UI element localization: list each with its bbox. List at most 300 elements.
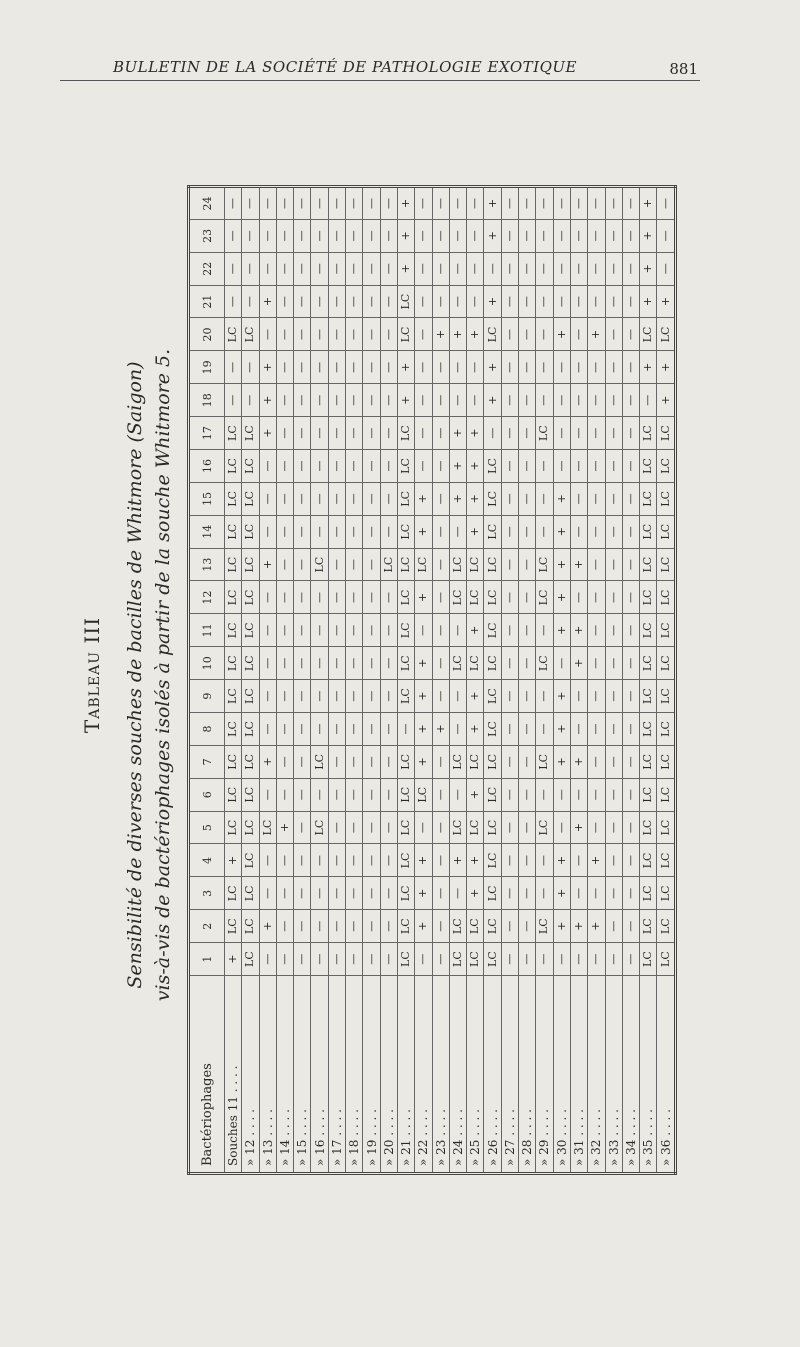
- table-cell: —: [519, 285, 536, 318]
- table-cell: —: [328, 943, 345, 976]
- table-cell: —: [536, 318, 553, 351]
- table-cell: —: [605, 351, 622, 384]
- table-cell: —: [363, 351, 380, 384]
- table-cell: —: [346, 647, 363, 680]
- table-cell: LC: [225, 647, 242, 680]
- table-cell: —: [311, 877, 328, 910]
- row-label: » 16 . . . .: [311, 976, 328, 1174]
- table-cell: —: [311, 778, 328, 811]
- table-cell: —: [415, 811, 432, 844]
- table-cell: +: [640, 351, 657, 384]
- table-cell: —: [363, 219, 380, 252]
- table-cell: LC: [640, 482, 657, 515]
- table-cell: LC: [242, 745, 259, 778]
- table-cell: —: [363, 943, 380, 976]
- table-cell: —: [363, 844, 380, 877]
- table-cell: LC: [225, 614, 242, 647]
- table-cell: +: [467, 778, 484, 811]
- table-cell: LC: [397, 811, 414, 844]
- table-row: [242, 187, 259, 1174]
- table-cell: —: [259, 647, 276, 680]
- table-cell: —: [294, 187, 311, 220]
- table-cell: —: [363, 745, 380, 778]
- table-cell: —: [605, 548, 622, 581]
- table-cell: LC: [397, 745, 414, 778]
- table-cell: —: [622, 778, 639, 811]
- table-cell: —: [225, 351, 242, 384]
- table-cell: LC: [657, 680, 676, 713]
- table-cell: —: [588, 548, 605, 581]
- table-cell: —: [519, 713, 536, 746]
- table-cell: —: [519, 778, 536, 811]
- table-cell: LC: [242, 417, 259, 450]
- table-cell: LC: [467, 910, 484, 943]
- table-cell: LC: [259, 811, 276, 844]
- table-cell: —: [432, 417, 449, 450]
- table-cell: —: [622, 252, 639, 285]
- table-cell: —: [570, 450, 587, 483]
- table-cell: —: [363, 515, 380, 548]
- table-cell: LC: [449, 910, 466, 943]
- table-cell: +: [432, 713, 449, 746]
- table-cell: —: [501, 285, 518, 318]
- column-header: 5: [189, 811, 225, 844]
- table-cell: —: [553, 450, 570, 483]
- table-cell: +: [397, 351, 414, 384]
- table-cell: —: [570, 515, 587, 548]
- row-label: » 36 . . . .: [657, 976, 676, 1174]
- table-cell: +: [276, 811, 293, 844]
- table-cell: —: [553, 219, 570, 252]
- table-cell: —: [553, 647, 570, 680]
- table-cell: —: [622, 318, 639, 351]
- table-cell: —: [605, 745, 622, 778]
- table-cell: —: [328, 548, 345, 581]
- table-cell: LC: [397, 417, 414, 450]
- table-cell: —: [432, 450, 449, 483]
- table-cell: —: [311, 482, 328, 515]
- table-cell: +: [467, 515, 484, 548]
- table-cell: LC: [397, 877, 414, 910]
- table-cell: —: [519, 417, 536, 450]
- table-cell: —: [501, 680, 518, 713]
- table-cell: —: [328, 581, 345, 614]
- table-cell: —: [380, 745, 397, 778]
- table-cell: +: [415, 910, 432, 943]
- table-cell: —: [363, 450, 380, 483]
- table-cell: —: [380, 417, 397, 450]
- table-cell: —: [346, 778, 363, 811]
- table-cell: —: [328, 647, 345, 680]
- table-cell: LC: [449, 745, 466, 778]
- table-cell: LC: [640, 877, 657, 910]
- table-cell: —: [259, 581, 276, 614]
- table-cell: —: [415, 943, 432, 976]
- table-cell: —: [432, 844, 449, 877]
- table-cell: LC: [242, 581, 259, 614]
- table-cell: LC: [397, 450, 414, 483]
- table-cell: —: [605, 647, 622, 680]
- caption-line-2: vis-à-vis de bactériophages isolés à partir de la souche Whitmore 5.: [152, 348, 174, 1002]
- table-cell: —: [380, 581, 397, 614]
- table-cell: —: [346, 450, 363, 483]
- table-cell: LC: [397, 614, 414, 647]
- table-cell: LC: [484, 877, 501, 910]
- table-cell: —: [276, 482, 293, 515]
- table-cell: +: [570, 910, 587, 943]
- table-cell: LC: [311, 548, 328, 581]
- table-cell: LC: [484, 482, 501, 515]
- table-cell: —: [276, 680, 293, 713]
- table-cell: +: [415, 844, 432, 877]
- table-cell: LC: [225, 778, 242, 811]
- table-cell: —: [553, 252, 570, 285]
- table-cell: +: [415, 680, 432, 713]
- table-cell: LC: [242, 811, 259, 844]
- table-cell: —: [294, 844, 311, 877]
- table-cell: —: [276, 318, 293, 351]
- table-row: [622, 187, 639, 1174]
- table-cell: —: [570, 778, 587, 811]
- table-cell: —: [432, 581, 449, 614]
- table-cell: —: [363, 417, 380, 450]
- table-cell: —: [449, 778, 466, 811]
- table-cell: —: [259, 187, 276, 220]
- table-cell: —: [501, 811, 518, 844]
- table-cell: —: [415, 252, 432, 285]
- table-cell: +: [467, 482, 484, 515]
- table-cell: —: [294, 614, 311, 647]
- table-cell: —: [432, 910, 449, 943]
- table-cell: —: [501, 515, 518, 548]
- table-cell: —: [363, 252, 380, 285]
- table-cell: —: [605, 844, 622, 877]
- table-cell: —: [432, 384, 449, 417]
- table-row: [553, 187, 570, 1174]
- table-cell: —: [622, 877, 639, 910]
- table-cell: —: [657, 187, 676, 220]
- table-cell: LC: [640, 745, 657, 778]
- table-cell: +: [259, 417, 276, 450]
- table-cell: —: [570, 318, 587, 351]
- table-cell: —: [242, 252, 259, 285]
- table-cell: —: [622, 844, 639, 877]
- table-cell: —: [328, 417, 345, 450]
- table-cell: LC: [640, 318, 657, 351]
- table-cell: —: [432, 351, 449, 384]
- table-cell: —: [276, 384, 293, 417]
- table-cell: —: [276, 187, 293, 220]
- table-cell: —: [311, 351, 328, 384]
- table-cell: —: [449, 384, 466, 417]
- table-cell: +: [259, 351, 276, 384]
- table-cell: —: [449, 219, 466, 252]
- table-cell: LC: [657, 713, 676, 746]
- table-cell: —: [622, 713, 639, 746]
- table-cell: —: [259, 450, 276, 483]
- table-cell: LC: [536, 581, 553, 614]
- table-cell: —: [519, 482, 536, 515]
- table-cell: —: [484, 252, 501, 285]
- table-cell: +: [588, 910, 605, 943]
- table-cell: LC: [397, 844, 414, 877]
- table-cell: LC: [242, 450, 259, 483]
- table-cell: +: [484, 384, 501, 417]
- table-cell: —: [294, 417, 311, 450]
- table-cell: —: [311, 187, 328, 220]
- table-cell: —: [380, 778, 397, 811]
- table-cell: LC: [467, 745, 484, 778]
- table-cell: —: [380, 713, 397, 746]
- row-label: » 13 . . . .: [259, 976, 276, 1174]
- table-cell: —: [276, 219, 293, 252]
- table-cell: LC: [657, 450, 676, 483]
- table-row: [519, 187, 536, 1174]
- table-cell: +: [657, 285, 676, 318]
- table-cell: —: [346, 581, 363, 614]
- table-cell: —: [449, 680, 466, 713]
- table-cell: —: [536, 713, 553, 746]
- table-cell: —: [311, 614, 328, 647]
- table-cell: —: [276, 515, 293, 548]
- table-cell: —: [553, 384, 570, 417]
- table-cell: LC: [657, 910, 676, 943]
- table-cell: —: [432, 252, 449, 285]
- table-cell: +: [449, 450, 466, 483]
- table-cell: —: [588, 581, 605, 614]
- table-cell: —: [380, 351, 397, 384]
- table-cell: —: [276, 252, 293, 285]
- table-cell: —: [380, 614, 397, 647]
- table-cell: +: [657, 351, 676, 384]
- table-cell: LC: [657, 778, 676, 811]
- table-cell: —: [501, 910, 518, 943]
- table-row: [225, 187, 242, 1174]
- table-cell: —: [311, 910, 328, 943]
- table-cell: —: [432, 614, 449, 647]
- table-cell: —: [294, 778, 311, 811]
- table-cell: +: [415, 647, 432, 680]
- journal-title: BULLETIN DE LA SOCIÉTÉ DE PATHOLOGIE EXOTIQUE: [112, 58, 578, 76]
- table-cell: —: [501, 548, 518, 581]
- table-cell: —: [294, 252, 311, 285]
- table-cell: —: [519, 187, 536, 220]
- table-cell: LC: [484, 713, 501, 746]
- table-cell: —: [501, 417, 518, 450]
- table-cell: LC: [640, 811, 657, 844]
- table-cell: —: [622, 943, 639, 976]
- table-cell: —: [276, 943, 293, 976]
- column-header: 8: [189, 713, 225, 746]
- table-cell: —: [328, 219, 345, 252]
- table-cell: —: [242, 219, 259, 252]
- table-cell: —: [415, 384, 432, 417]
- table-cell: —: [570, 187, 587, 220]
- table-cell: —: [432, 187, 449, 220]
- table-cell: —: [328, 450, 345, 483]
- table-cell: —: [311, 318, 328, 351]
- table-cell: —: [380, 384, 397, 417]
- table-cell: —: [622, 417, 639, 450]
- table-cell: LC: [449, 943, 466, 976]
- table-cell: —: [276, 745, 293, 778]
- table-cell: —: [276, 614, 293, 647]
- table-cell: —: [432, 647, 449, 680]
- table-cell: —: [259, 252, 276, 285]
- table-cell: —: [449, 877, 466, 910]
- row-label: » 17 . . . .: [328, 976, 345, 1174]
- table-cell: —: [570, 844, 587, 877]
- table-cell: +: [484, 187, 501, 220]
- table-cell: —: [501, 745, 518, 778]
- column-header: 21: [189, 285, 225, 318]
- table-cell: —: [519, 581, 536, 614]
- table-cell: LC: [640, 910, 657, 943]
- row-label: » 35 . . . .: [640, 976, 657, 1174]
- table-cell: —: [346, 351, 363, 384]
- table-cell: +: [415, 877, 432, 910]
- table-cell: —: [363, 318, 380, 351]
- table-cell: +: [553, 614, 570, 647]
- table-cell: —: [432, 680, 449, 713]
- table-cell: +: [259, 285, 276, 318]
- table-cell: —: [467, 187, 484, 220]
- table-cell: —: [570, 680, 587, 713]
- table-cell: +: [640, 219, 657, 252]
- table-cell: LC: [640, 844, 657, 877]
- row-label: » 19 . . . .: [363, 976, 380, 1174]
- table-cell: —: [311, 285, 328, 318]
- table-cell: LC: [225, 515, 242, 548]
- table-cell: —: [501, 778, 518, 811]
- table-cell: +: [588, 844, 605, 877]
- table-cell: +: [467, 614, 484, 647]
- table-cell: —: [311, 450, 328, 483]
- table-cell: —: [259, 943, 276, 976]
- table-cell: —: [328, 745, 345, 778]
- table-cell: —: [519, 877, 536, 910]
- table-cell: —: [519, 811, 536, 844]
- table-cell: LC: [657, 745, 676, 778]
- table-cell: —: [588, 647, 605, 680]
- table-cell: —: [259, 318, 276, 351]
- table-cell: —: [328, 482, 345, 515]
- table-cell: LC: [242, 515, 259, 548]
- table-cell: —: [346, 187, 363, 220]
- table-cell: —: [622, 285, 639, 318]
- table-cell: LC: [311, 745, 328, 778]
- table-cell: LC: [225, 713, 242, 746]
- table-cell: +: [467, 844, 484, 877]
- table-cell: +: [415, 515, 432, 548]
- table-cell: —: [622, 680, 639, 713]
- table-cell: —: [536, 943, 553, 976]
- table-cell: —: [536, 187, 553, 220]
- table-cell: —: [363, 285, 380, 318]
- table-cell: —: [328, 318, 345, 351]
- table-cell: —: [294, 811, 311, 844]
- table-cell: —: [311, 844, 328, 877]
- table-cell: —: [363, 482, 380, 515]
- table-cell: —: [588, 515, 605, 548]
- table-cell: —: [276, 450, 293, 483]
- table-cell: —: [432, 482, 449, 515]
- table-cell: +: [449, 417, 466, 450]
- table-cell: —: [501, 844, 518, 877]
- table-cell: —: [432, 745, 449, 778]
- table-cell: LC: [225, 680, 242, 713]
- table-cell: LC: [449, 811, 466, 844]
- table-cell: +: [397, 187, 414, 220]
- table-cell: —: [432, 515, 449, 548]
- table-cell: —: [346, 713, 363, 746]
- table-cell: —: [380, 515, 397, 548]
- table-cell: —: [588, 252, 605, 285]
- table-cell: LC: [484, 778, 501, 811]
- table-cell: +: [397, 384, 414, 417]
- table-cell: —: [501, 450, 518, 483]
- table-cell: LC: [225, 910, 242, 943]
- table-cell: +: [415, 745, 432, 778]
- table-cell: +: [449, 482, 466, 515]
- table-cell: —: [519, 680, 536, 713]
- table-cell: —: [588, 614, 605, 647]
- table-cell: —: [570, 285, 587, 318]
- table-cell: —: [622, 187, 639, 220]
- table-cell: +: [657, 384, 676, 417]
- table-cell: —: [553, 187, 570, 220]
- column-header: 13: [189, 548, 225, 581]
- table-cell: —: [622, 515, 639, 548]
- table-cell: LC: [242, 647, 259, 680]
- row-label: » 23 . . . .: [432, 976, 449, 1174]
- table-cell: LC: [484, 680, 501, 713]
- table-cell: —: [622, 482, 639, 515]
- table-cell: +: [553, 680, 570, 713]
- table-cell: +: [484, 351, 501, 384]
- table-cell: —: [328, 384, 345, 417]
- table-cell: LC: [640, 943, 657, 976]
- table-cell: —: [519, 548, 536, 581]
- table-cell: LC: [242, 943, 259, 976]
- table-cell: —: [346, 285, 363, 318]
- table-cell: LC: [536, 647, 553, 680]
- table-cell: +: [225, 943, 242, 976]
- table-cell: —: [467, 384, 484, 417]
- table-cell: +: [570, 548, 587, 581]
- table-cell: LC: [225, 548, 242, 581]
- table-cell: —: [622, 548, 639, 581]
- table-cell: —: [380, 318, 397, 351]
- table-cell: —: [553, 351, 570, 384]
- table-cell: +: [484, 285, 501, 318]
- table-cell: —: [605, 417, 622, 450]
- table-cell: LC: [640, 680, 657, 713]
- table-cell: —: [294, 713, 311, 746]
- table-cell: +: [484, 219, 501, 252]
- corner-header: Bactériophages: [189, 976, 225, 1174]
- table-cell: —: [346, 252, 363, 285]
- table-cell: —: [501, 713, 518, 746]
- table-cell: LC: [657, 647, 676, 680]
- table-cell: LC: [449, 548, 466, 581]
- table-cell: —: [501, 351, 518, 384]
- table-cell: —: [570, 417, 587, 450]
- table-cell: +: [397, 219, 414, 252]
- table-cell: —: [432, 219, 449, 252]
- table-cell: LC: [640, 450, 657, 483]
- table-row: [259, 187, 276, 1174]
